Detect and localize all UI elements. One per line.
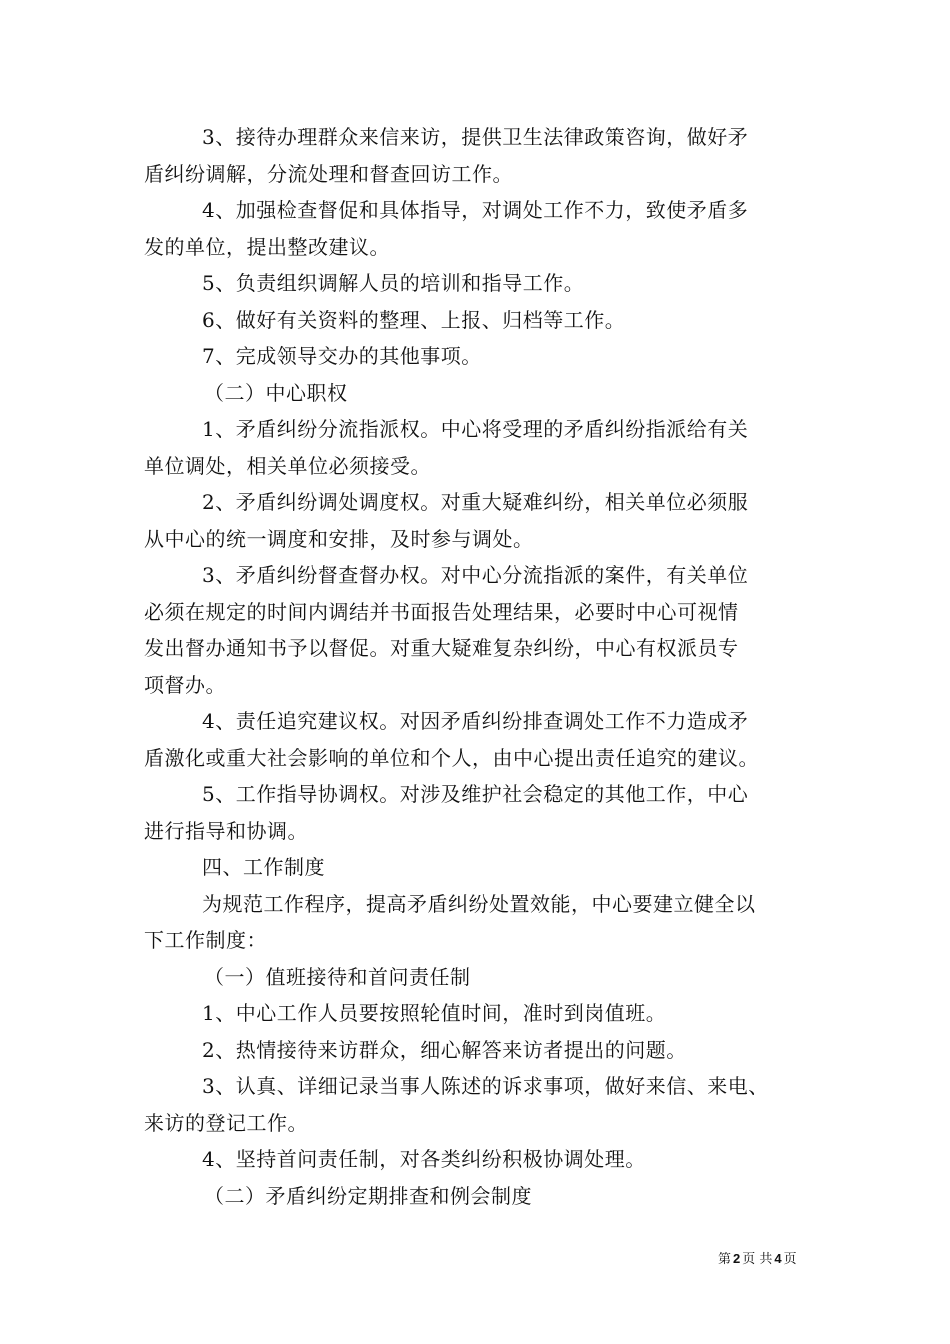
section-heading: 四、工作制度 [202,855,325,879]
text-line: 下工作制度： [144,928,267,952]
section-heading: （二）中心职权 [204,380,348,405]
text-line: 进行指导和协调。 [144,818,308,843]
text-line: 4、加强检查督促和具体指导，对调处工作不力，致使矛盾多 [202,198,749,222]
section-heading: （一）值班接待和首问责任制 [204,964,471,989]
text-line: 单位调处，相关单位必须接受。 [144,453,431,478]
text-line: 1、矛盾纠纷分流指派权。中心将受理的矛盾纠纷指派给有关 [202,417,749,441]
current-page-number: 2 [733,1251,741,1266]
text-line: 项督办。 [144,672,226,697]
text-line: 4、责任追究建议权。对因矛盾纠纷排查调处工作不力造成矛 [202,709,749,733]
text-line: 2、矛盾纠纷调处调度权。对重大疑难纠纷，相关单位必须服 [202,490,749,514]
text-line: 6、做好有关资料的整理、上报、归档等工作。 [202,307,626,332]
text-line: 1、中心工作人员要按照轮值时间，准时到岗值班。 [202,1001,667,1025]
text-line: 发出督办通知书予以督促。对重大疑难复杂纠纷，中心有权派员专 [144,636,739,660]
footer-prefix: 第 [718,1252,732,1267]
text-line: 盾纠纷调解，分流处理和督查回访工作。 [144,161,513,186]
section-heading: （二）矛盾纠纷定期排查和例会制度 [204,1183,532,1208]
text-line: 必须在规定的时间内调结并书面报告处理结果，必要时中心可视情 [144,599,739,624]
text-line: 盾激化或重大社会影响的单位和个人，由中心提出责任追究的建议。 [144,745,759,770]
text-line: 为规范工作程序，提高矛盾纠纷处置效能，中心要建立健全以 [202,891,756,916]
text-line: 来访的登记工作。 [144,1110,308,1135]
text-line: 7、完成领导交办的其他事项。 [202,344,482,368]
text-line: 5、工作指导协调权。对涉及维护社会稳定的其他工作，中心 [202,782,749,806]
text-line: 从中心的统一调度和安排，及时参与调处。 [144,526,534,551]
footer-suffix: 页 [783,1252,797,1267]
text-line: 3、接待办理群众来信来访，提供卫生法律政策咨询，做好矛 [202,125,749,149]
page-number-footer [718,1248,797,1267]
footer-middle: 页 共 [742,1252,773,1267]
text-line: 4、坚持首问责任制，对各类纠纷积极协调处理。 [202,1147,646,1171]
text-line: 3、认真、详细记录当事人陈述的诉求事项，做好来信、来电、 [202,1074,769,1098]
document-body [144,119,814,1214]
text-line: 2、热情接待来访群众，细心解答来访者提出的问题。 [202,1037,687,1062]
text-line: 5、负责组织调解人员的培训和指导工作。 [202,271,585,295]
text-line: 3、矛盾纠纷督查督办权。对中心分流指派的案件，有关单位 [202,563,749,587]
text-line: 发的单位，提出整改建议。 [144,234,390,259]
total-page-number: 4 [774,1251,782,1266]
